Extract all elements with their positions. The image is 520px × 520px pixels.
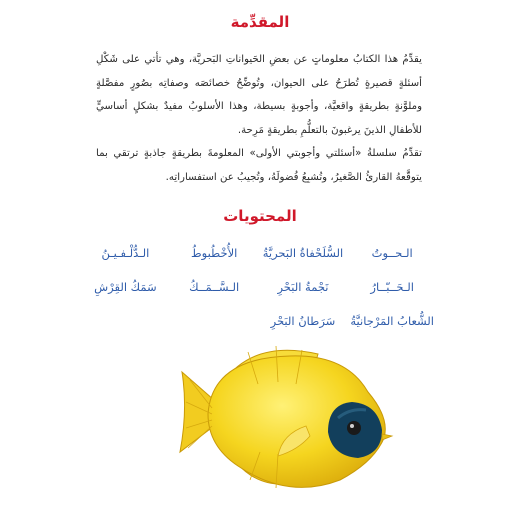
contents-item-crab[interactable]: سَرَطانُ البَحْرِ <box>270 314 336 328</box>
intro-paragraph: يقدِّمُ هذا الكتابُ معلوماتٍ عن بعضِ الحَيواناتِ البَحريَّة، وهي تأتي على شَكْلِ أسئلةٍ قصيرةٍ تُطرَحُ على الحيوان، وتُوضِّحُ خصائصَه وصفاتِه بصُورٍ مفصَّلةٍ وملوَّنةٍ بطريقةٍ واقعيَّة، وأجوبةٍ بسيطة، وهذا الأسلوبُ مفيدٌ بشكلٍ أساسيٍّ للأطفالِ الذينَ يرغبونَ بالتعلُّمِ بطريقةٍ مَرِحة. <box>96 54 422 136</box>
intro-title: المقدِّمة <box>230 13 290 31</box>
fish-mouth <box>382 434 392 440</box>
contents-item-sea-turtle[interactable]: السُّلَحْفاةُ البَحريَّةُ <box>262 246 344 260</box>
contents-item-dolphin[interactable]: الـدُّلْـفـيـنُ <box>101 246 150 260</box>
contents-item-fish[interactable]: الـسَّــمَــكُ <box>189 280 240 294</box>
contents-item-octopus[interactable]: الأُخْطُبوطُ <box>191 246 238 260</box>
intro-paragraph: تقدِّمُ سلسلةُ «أسئلتي وأجوبتي الأولى» المعلومةَ بطريقةٍ جاذبةٍ ترتقي بما يتوقَّعهُ القارئُ الصَّغيرُ، وتُشبِعُ فُضولَهُ، وتُجيبُ عن استفساراتِه. <box>96 148 422 183</box>
fish-eye <box>347 421 361 435</box>
contents-item-whale[interactable]: الـحــوتُ <box>371 246 413 260</box>
contents-item-shark[interactable]: سَمَكُ القِرْشِ <box>94 280 157 294</box>
contents-list <box>84 238 434 336</box>
contents-item-coral-reef[interactable]: الشُّعابُ المَرْجانيَّةُ <box>350 314 434 328</box>
intro-text <box>96 48 422 189</box>
contents-item-starfish[interactable]: نَجْمةُ البَحْرِ <box>277 280 329 294</box>
contents-item-squid[interactable]: الـحَــبّــارُ <box>370 280 414 294</box>
butterflyfish-illustration <box>178 330 398 510</box>
contents-title: المحتويات <box>223 207 297 225</box>
